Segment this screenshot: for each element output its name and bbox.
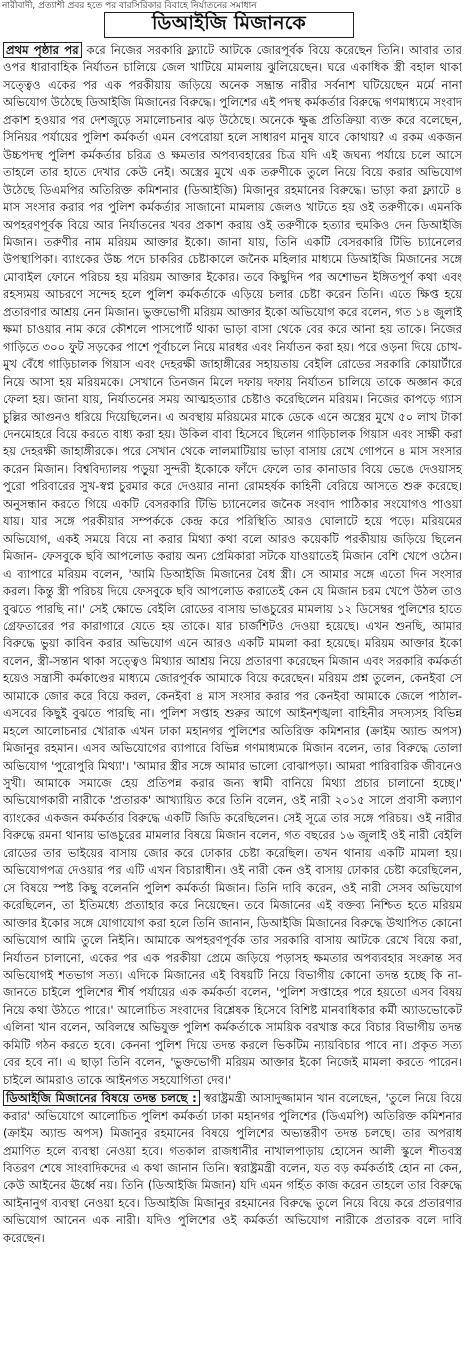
paragraph-2-text: স্বরাষ্ট্রমন্ত্রী আসাদুজ্জামান খান বলেছেন, 'তুলে নিয়ে বিয়ে করার' অভিযোগে আলোচিত পুলিশ কর্মকর্তা ঢাকা মহানগর পুলিশের (ডিএমপি) অতিরিক্ত কমিশনার (ক্রাইম অ্যান্ড অপস) মিজানুর রহমানের বিষয়ে পুলিশের অভ্যন্তরীণ তদন্ত চলছে। তার অপরাধ প্রমাণিত হলে ব্যবস্থা নেওয়া হবে। গতকাল রাজধানীর নাখালপাড়ায় হোসেন আলী স্কুলে শীতবস্ত্র বিতরণ শেষে সাংবাদিকদের এ কথা জানান তিনি। স্বরাষ্ট্রমন্ত্রী বলেন, যত বড় কর্মকর্তাই হোন না কেন, কেউ আইনের ঊর্ধ্বে নয়। তিনি (ডিআইজি মিজান) যদি এমন গর্হিত কাজ করেন তাহলে তার বিরুদ্ধে আইনানুগ ব্যবস্থা নেওয়া হবে। ডিআইজি মিজানুর রহমানের বিরুদ্ধে তুলে নিয়ে বিয়ে করে প্রতারণার অভিযোগ আনেন এক নারী। যদিও পুলিশের ওই কর্মকর্তা অভিযোগ নারীকে প্রতারক বলে দাবি করেছেন।: [3, 1091, 462, 1245]
previous-article-fragment: নারীবাদী, প্রত্যাশী প্রবর হতে পর বারসিরিকার বিবাহে নির্যাতনের সমাধান: [2, 1, 257, 11]
continuation-tag: প্রথম পৃষ্ঠার পর: [3, 42, 82, 58]
subheading: ডিআইজি মিজানের বিষয়ে তদন্ত চলছে :: [3, 1090, 200, 1106]
article-body: [3, 42, 462, 1358]
paragraph-1-text: করে নিজের সরকারি ফ্ল্যাটে আটকে জোরপূর্বক বিয়ে করেছেন তিনি। আবার তার ওপর ধারাবাহিক নির্যাতন চালিয়ে জেল খাটিয়ে মামলায় ঝুলিয়েছেন। ঘরে একাধিক স্ত্রী বহাল থাকা সত্ত্বেও একের পর এক পরকীয়ায় জড়িয়ে অনেক সম্ভ্রান্ত নারীর সর্বনাশ ঘটিয়েছেন মর্মে নানা অভিযোগ উঠেছে ডিআইজি মিজানের বিরুদ্ধে। পুলিশের এই পদস্থ কর্মকর্তার বিরুদ্ধে গণমাধ্যমে সংবাদ প্রকাশ হওয়ার পর দেশজুড়ে সমালোচনার ঝড় উঠেছে। অনেকে ক্ষুব্ধ প্রতিক্রিয়া ব্যক্ত করে বলেছেন, সিনিয়র পর্যায়ের পুলিশ কর্মকর্তা এমন বেপরোয়া হলে সাধারণ মানুষ যাবে কোথায়? এ রকম একজন উচ্চপদস্থ পুলিশ কর্মকর্তার চরিত্র ও ক্ষমতার অপব্যবহারের চিত্র যদি এই জঘন্য পর্যায়ে চলে আসে তাহলে তার হাতে দেখার কেউ নেই। অস্ত্রের মুখে এক তরুণীকে তুলে নিয়ে বিয়ে করার অভিযোগ উঠেছে ডিএমপির অতিরিক্ত কমিশনার (ডিআইজি) মিজানুর রহমানের বিরুদ্ধে। ভাড়া করা ফ্ল্যাটে ৪ মাস সংসার করার পর পুলিশ কর্মকর্তার সাজানো মামলায় জেলও খাটতে হয় ওই তরুণীকে। এমনকি অপহরণপূর্বক বিয়ে আর নির্যাতনের খবর প্রকাশ করায় ওই তরুণীকে হত্যার হুমকিও দেন ডিআইজি মিজান। তরুণীর নাম মরিয়ম আক্তার ইকো। জানা যায়, তিনি একটি বেসরকারি টিভি চ্যানেলের উপস্থাপিকা। ব্যাংকের উচ্চ পদে চাকরির চেষ্টাকালে জনৈক মহিলার মাধ্যমে ডিআইজি মিজানের সঙ্গে মোবাইল ফোনে পরিচয় হয় মরিয়ম আক্তার ইকোর। তবে কিছুদিন পর অশোভন ইঙ্গিতপূর্ণ কথা এবং রহস্যময় আচরণে সন্দেহ হলে পুলিশ কর্মকর্তাকে এড়িয়ে চলার চেষ্টা করেন তিনি। এতে ক্ষিপ্ত হয়ে প্রতারণার আশ্রয় নেন মিজান। ভুক্তভোগী মরিয়ম আক্তার ইকো অভিযোগ করে বলেন, গত ১৪ জুলাই ক্ষমা চাওয়ার নাম করে কৌশলে পাসপোর্ট থাকা ভাড়া বাসা থেকে বের করে আনা হয় তাকে। নিজের গাড়িতে ৩০০ ফুট সড়কের পাশে পূর্বাচলে নিয়ে মারধর এবং নির্যাতন করা হয়। পরে ওড়না দিয়ে চোখ-মুখ বেঁধে গাড়িচালক গিয়াস এবং দেহরক্ষী জাহাঙ্গীরের সহায়তায় বেইলি রোডের সরকারি কোয়ার্টারে নিয়ে আসা হয় মরিয়মকে। সেখানে তিনজন মিলে দফায় দফায় নির্যাতন চালিয়ে তাকে অজ্ঞান করে ফেলা হয়। জানা যায়, নির্যাতনের সময় আত্মহত্যার চেষ্টাও করেছিলেন মরিয়ম। নিজের কাপড়ে গ্যাস চুল্লির আগুনও ধরিয়ে দিয়েছিলেন। এ অবস্থায় মরিয়মের মাকে ডেকে এনে অস্ত্রের মুখে ৫০ লাখ টাকা দেনমোহরে বিয়ে করতে বাধ্য করা হয়। উকিল বাবা হিসেবে ছিলেন গাড়িচালক গিয়াস এবং সাক্ষী করা হয় দেহরক্ষী জাহাঙ্গীরকে। পরে সেখান থেকে লালমাটিয়ায় ভাড়া বাসায় রেখে গোপনে ৪ মাস সংসার করেন মিজান। বিশ্ববিদ্যালয় পড়ুয়া সুন্দরী ইকোকে ফাঁদে ফেলে তার কানাডার বিয়ে ভেঙে দেওয়াসহ পুরো পরিবারের সুখ-স্বপ্ন চুরমার করে দেওয়ার নানা রোমহর্ষক কাহিনী বেরিয়ে আসতে শুরু করেছে। অনুসন্ধান করতে গিয়ে একটি বেসরকারি টিভি চ্যানেলের জনৈক সংবাদ পাঠিকার সংযোগও পাওয়া যায়। যার সঙ্গে পরকীয়ার সম্পর্ককে কেন্দ্র করে পরিস্থিতি আরও ঘোলাটে হয়ে পড়ে। মরিয়মের অভিযোগ, একই সময়ে বিয়ে না করার মিথ্যা কথা বলে আরও কয়েকটি পরকীয়ায় জড়িয়ে ছিলেন মিজান- ফেসবুকে ছবি আপলোড করায় অন্য প্রেমিকারা সটকে যাওয়াতেই মিজান বেশি খেপে ওঠেন। এ ব্যাপারে মরিয়ম বলেন, 'আমি ডিআইজি মিজানের বৈধ স্ত্রী। সে আমার সঙ্গে এতো দিন সংসার করল। কিন্তু স্ত্রী পরিচয় দিয়ে ফেসবুকে ছবি আপলোড করাতেই কেন যে মিজান চরম খেপে উঠল তাও বুঝতে পারছি না।' সেই ক্ষোভে বেইলি রোডের বাসায় ভাঙচুরের মামলায় ১২ ডিসেম্বর পুলিশের হাতে গ্রেফতারের পর কারাগারে যেতে হয় তাকে। যার চার্জশিটও দেওয়া হয়েছে। এখন শুনছি, আমার বিরুদ্ধে ভুয়া কাবিন করার অভিযোগ এনে আরও একটি মামলা করা হয়েছে। মরিয়ম আক্তার ইকো বলেন, স্ত্রী-সন্তান থাকা সত্ত্বেও মিথ্যার আশ্রয় নিয়ে প্রতারণা করেছেন মিজান এবং সরকারি কর্মকর্তা হয়েও সন্ত্রাসী কর্মকাণ্ডের মাধ্যমে জোরপূর্বক আমাকে বিয়ে করেছেন। মরিয়ম প্রশ্ন তুলেন, কেনইবা সে আমাকে জোর করে বিয়ে করল, কেনইবা ৪ মাস সংসার করার পর কেনইবা আমাকে জেলে পাঠাল-এসবের কিছুই বুঝতে পারছি না। পুলিশ সপ্তাহ শুরুর আগে আইনশৃঙ্খলা বাহিনীর সদস্যসহ বিভিন্ন মহলে আলোচনার খোরাক এখন ঢাকা মহানগর পুলিশের অতিরিক্ত কমিশনার (ক্রাইম অ্যান্ড অপস) মিজানুর রহমান। এসব অভিযোগের ব্যাপারে বিভিন্ন গণমাধ্যমকে মিজান বলেন, তার বিরুদ্ধে তোলা অভিযোগ 'পুরোপুরি মিথ্যা'। 'আমার স্ত্রীর সঙ্গে আমার ভালো বোঝাপড়া। আমরা পারিবারিক জীবনেও সুখী। আমাকে সমাজে হেয় প্রতিপন্ন করার জন্য স্বামী বানিয়ে মিথ্যা প্রচার চালানো হচ্ছে।' অভিযোগকারী নারীকে 'প্রতারক' আখ্যায়িত করে তিনি বলেন, ওই নারী ২০১৫ সালে প্রবাসী কল্যাণ ব্যাংকের একজন কর্মকর্তার বিরুদ্ধে একটি জিডি করেছিলেন। সেই সূত্রে তার সঙ্গে পরিচয়। ওই নারীর বিরুদ্ধে রমনা থানায় ভাঙচুরের মামলার বিষয়ে মিজান বলেন, গত বছরের ১৬ জুলাই ওই নারী বেইলি রোডের তার ভাইয়ের বাসায় জোর করে ঢোকার চেষ্টা করেছিল। তখন থানায় একটি মামলা হয়। অভিযোগপত্র দেওয়ার পর এটি এখন বিচারাধীন। ওই নারী কেন ওই বাসায় ঢোকার চেষ্টা করেছিলেন, সে বিষয়ে স্পষ্ট কিছু বলেননি পুলিশ কর্মকর্তা মিজান। তিনি দাবি করেন, ওই নারী সেসব অভিযোগ করেছিলেন, তা ইতিমধ্যে প্রত্যাহার করে নিয়েছেন। তবে মিজানের এই বক্তব্য নিশ্চিত হতে মরিয়ম আক্তার ইকোর সঙ্গে যোগাযোগ করা হলে তিনি জানান, ডিআইজি মিজানের বিরুদ্ধে উত্থাপিত কোনো অভিযোগ আমি তুলে নিইনি। আমাকে অপহরণপূর্বক তার সরকারি বাসায় আটকে রেখে বিয়ে করা, নির্যাতন চালানো, একের পর এক পরকীয়া প্রেমে জড়িয়ে পড়াসহ ক্ষমতার অপব্যবহার সংক্রান্ত সব অভিযোগই শতভাগ সত্য। এদিকে মিজানের এই বিষয়টি নিয়ে বিভাগীয় কোনো তদন্ত হচ্ছে কি না- জানতে চাইলে পুলিশের শীর্ষ পর্যায়ের এক কর্মকর্তা বলেন, 'পুলিশ সপ্তাহের পরে হয়তো এসব বিষয় নিয়ে কথা উঠতে পারে।' আলোচিত সংবাদের বিশ্লেষক হিসেবে বিশিষ্ট মানবাধিকার কর্মী অ্যাডভোকেট এলিনা খান বলেন, অবিলম্বে অভিযুক্ত পুলিশ কর্মকর্তাকে সাময়িক বরখাস্ত করে বিচার বিভাগীয় তদন্ত কমিটি গঠন করতে হবে। কেননা পুলিশ দিয়ে তদন্ত করলে ভিকটিম ন্যায়বিচার পাবে না। প্রকৃত সত্য বের হবে না। এ ছাড়া তিনি বলেন, 'ভুক্তভোগী মরিয়ম আক্তার ইকো নিজেই মামলা করতে পারেন। চাইলে আমরাও তাকে আইনগত সহযোগিতা দেব।': [3, 43, 462, 1087]
paragraph-2: [3, 1090, 462, 1247]
headline: ডিআইজি মিজানকে: [152, 12, 306, 34]
headline-box: [104, 12, 354, 38]
paragraph-1: [3, 42, 462, 1089]
